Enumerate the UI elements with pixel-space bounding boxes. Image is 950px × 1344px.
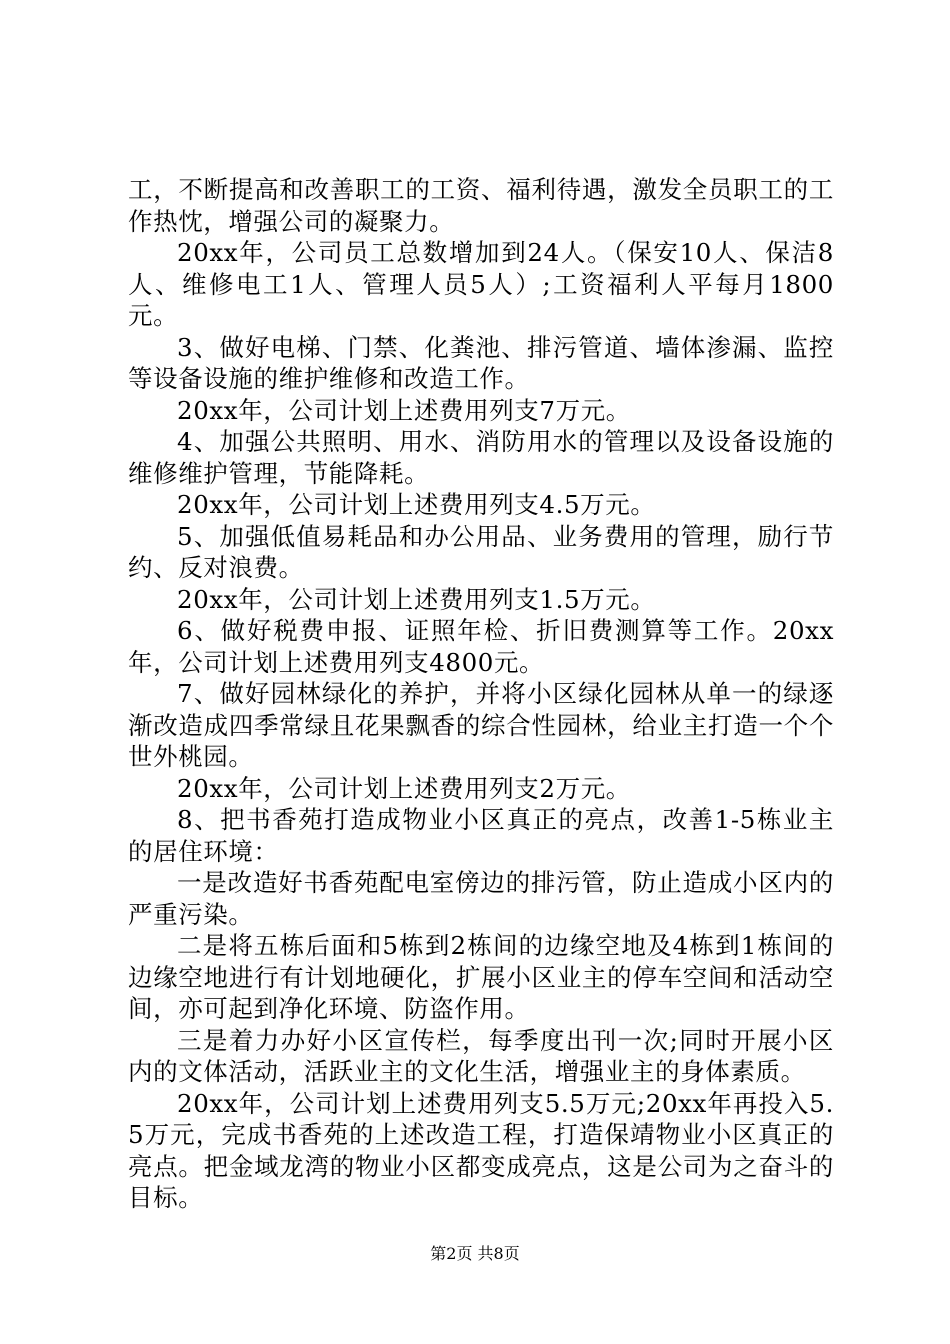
paragraph-item-8-second: 二是将五栋后面和5栋到2栋间的边缘空地及4栋到1栋间的边缘空地进行有计划地硬化，扩展小区业主的停车空间和活动空间，亦可起到净化环境、防盗作用。: [128, 931, 834, 1023]
paragraph-continuation: 工，不断提高和改善职工的工资、福利待遇，激发全员职工的工作热忱，增强公司的凝聚力。: [128, 175, 834, 236]
paragraph-item-5: 5、加强低值易耗品和办公用品、业务费用的管理，励行节约、反对浪费。: [128, 521, 834, 582]
paragraph-item-7: 7、做好园林绿化的养护，并将小区绿化园林从单一的绿逐渐改造成四季常绿且花果飘香的综合性园林，给业主打造一个个世外桃园。: [128, 679, 834, 771]
document-body: [128, 174, 834, 1214]
paragraph-item-3: 3、做好电梯、门禁、化粪池、排污管道、墙体渗漏、监控等设备设施的维护维修和改造工作。: [128, 332, 834, 393]
paragraph-item-8-first: 一是改造好书香苑配电室傍边的排污管，防止造成小区内的严重污染。: [128, 868, 834, 929]
paragraph-item-7-cost: 20xx年，公司计划上述费用列支2万元。: [177, 773, 631, 803]
paragraph-item-4: 4、加强公共照明、用水、消防用水的管理以及设备设施的维修维护管理，节能降耗。: [128, 427, 834, 488]
paragraph-item-6: 6、做好税费申报、证照年检、折旧费测算等工作。20xx年，公司计划上述费用列支4800元。: [128, 616, 834, 677]
paragraph-item-4-cost: 20xx年，公司计划上述费用列支4.5万元。: [177, 490, 656, 519]
page-number-footer: 第2页 共8页: [430, 1244, 520, 1263]
paragraph-item-5-cost: 20xx年，公司计划上述费用列支1.5万元。: [177, 584, 656, 614]
paragraph-item-3-cost: 20xx年，公司计划上述费用列支7万元。: [177, 395, 631, 425]
paragraph-item-8-cost: 20xx年，公司计划上述费用列支5.5万元;20xx年再投入5.5万元，完成书香苑的上述改造工程，打造保靖物业小区真正的亮点。把金域龙湾的物业小区都变成亮点，这是公司为之奋斗的目标。: [128, 1088, 834, 1212]
paragraph-staff-count: 20xx年，公司员工总数增加到24人。（保安10人、保洁8人、维修电工1人、管理人员5人）;工资福利人平每月1800元。: [128, 238, 834, 330]
paragraph-item-8-third: 三是着力办好小区宣传栏，每季度出刊一次;同时开展小区内的文体活动，活跃业主的文化生活，增强业主的身体素质。: [128, 1025, 834, 1086]
paragraph-item-8: 8、把书香苑打造成物业小区真正的亮点，改善1-5栋业主的居住环境：: [128, 805, 834, 866]
